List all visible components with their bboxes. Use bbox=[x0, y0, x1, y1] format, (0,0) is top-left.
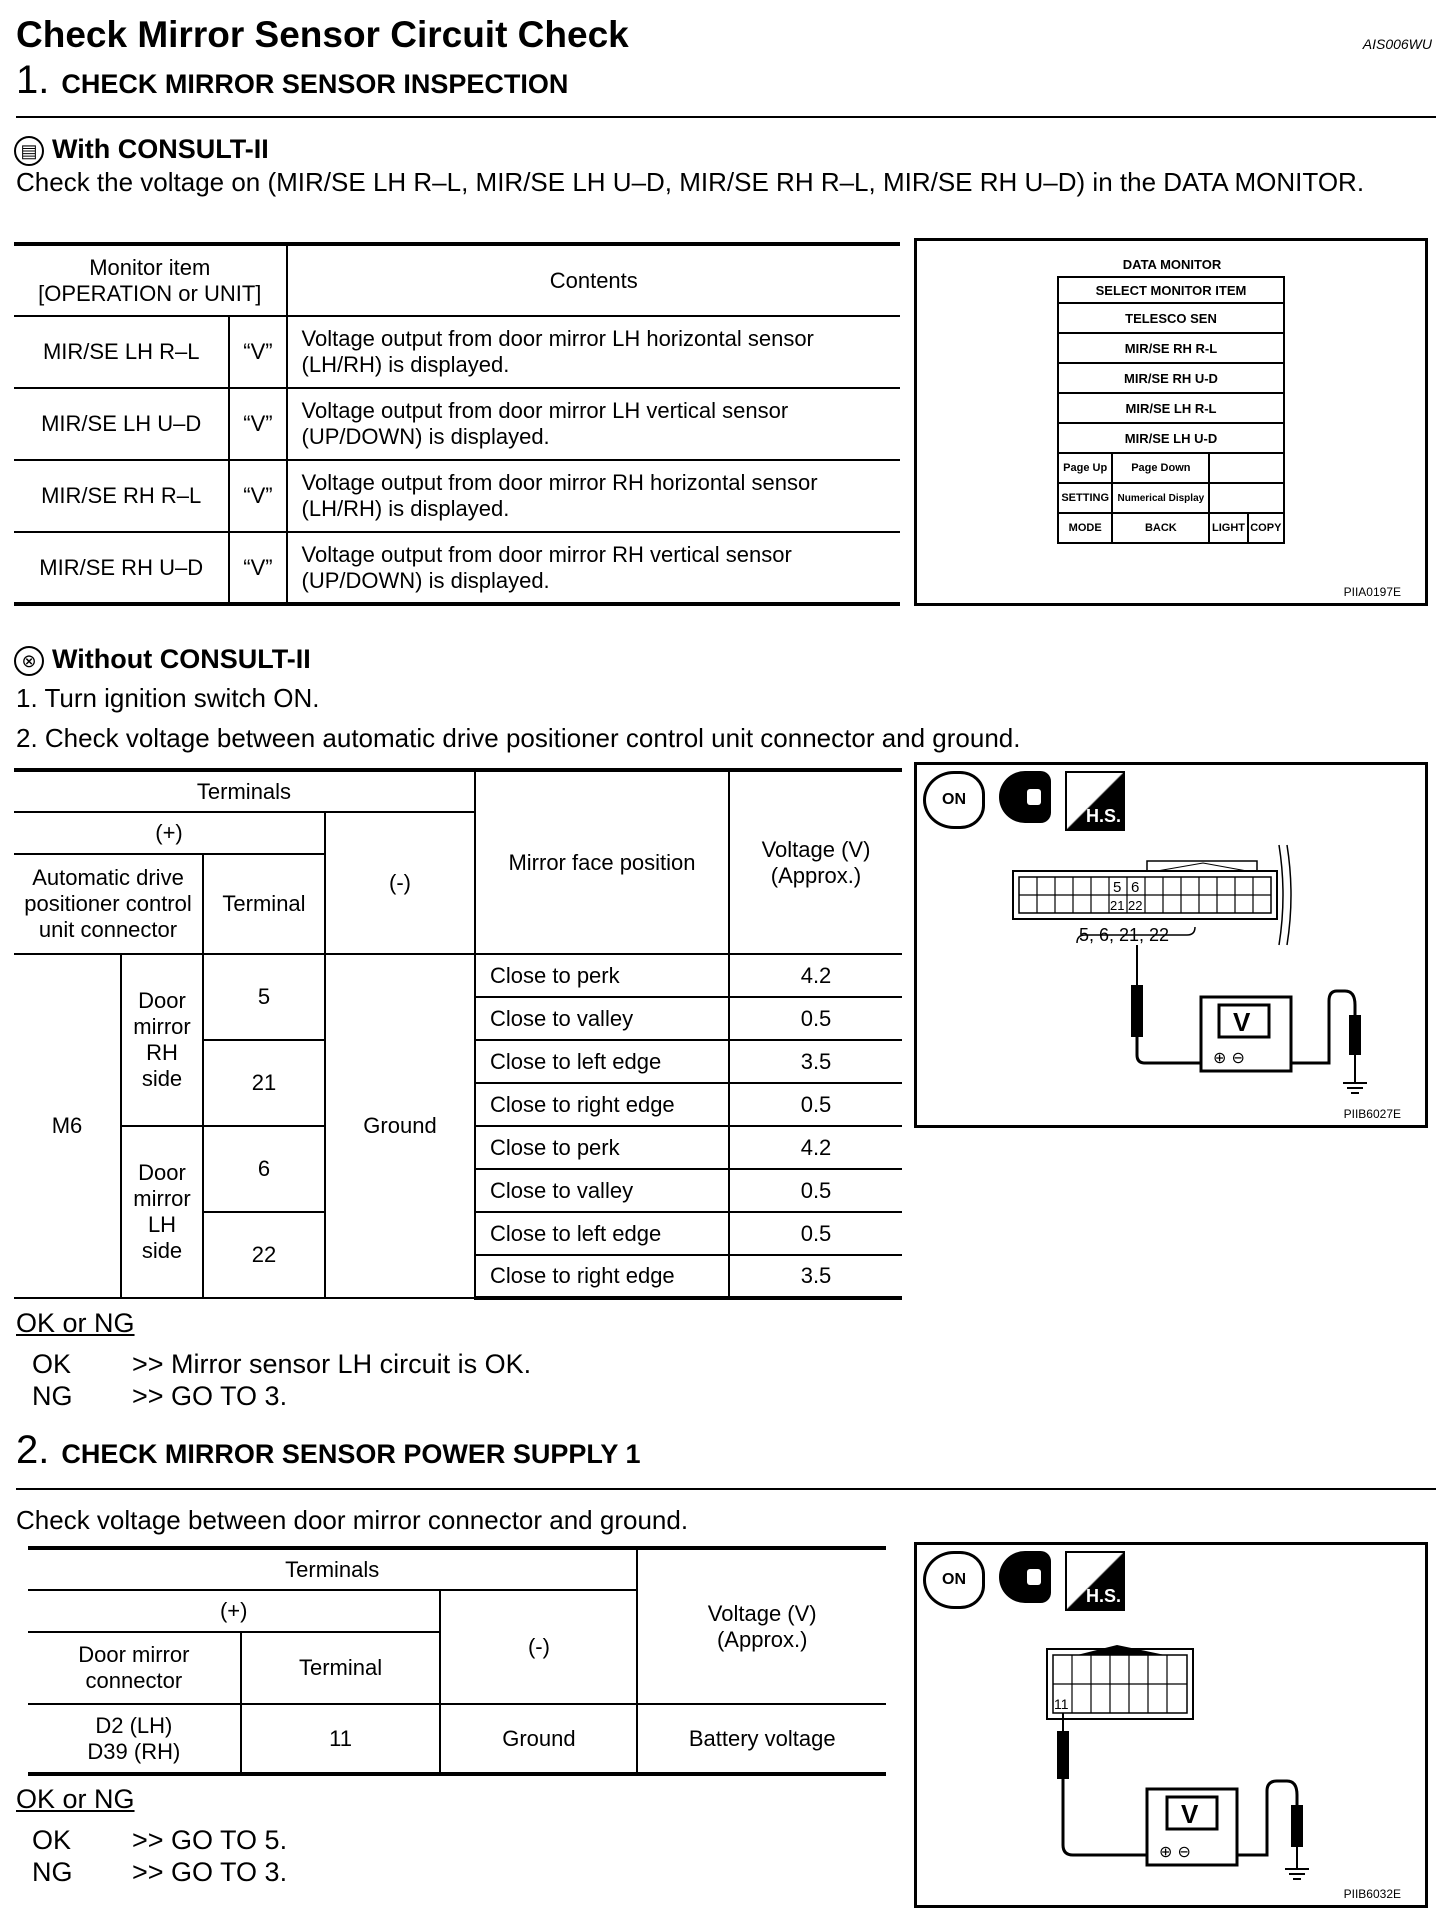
consult-instruction: Check the voltage on (MIR/SE LH R–L, MIR/SE LH U–D, MIR/SE RH R–L, MIR/SE RH U–D) in the DATA MONITOR. bbox=[16, 167, 1365, 197]
connector-figure-1 bbox=[914, 762, 1428, 1128]
voltage-table: Terminals Mirror face position Voltage (V) (Approx.) (+) (-) Automatic drive positioner control unit connector Terminal M6 Door mirror RH side 5 Ground Close to perk 4.2 Close to valley 0.5 21 Close to left edge 3.5 Close to right edge 0.5 Door mirror LH side 6 Close to perk 4.2 Close to valley 0.5 22 Close to left edge 0.5 Close to right edge 3.5 bbox=[14, 768, 902, 1300]
data-monitor-screen: DATA MONITOR SELECT MONITOR ITEM TELESCO SEN MIR/SE RH R-L MIR/SE RH U-D MIR/SE LH R-L MIR/SE LH U-D Page Up Page Down SETTING Numerical Display MODE BACK LIGHT COPY bbox=[1057, 257, 1287, 544]
table-row: Door mirror LH side 6 Close to perk 4.2 bbox=[14, 1126, 902, 1169]
col-header-monitor-item: Monitor item [OPERATION or UNIT] bbox=[14, 244, 287, 316]
pin-5: 5 bbox=[1113, 879, 1122, 896]
connector-figure-2 bbox=[914, 1542, 1428, 1908]
ok-ng-label: OK or NG bbox=[16, 1784, 135, 1814]
table-row: 22 Close to left edge 0.5 bbox=[14, 1212, 902, 1255]
divider bbox=[16, 1488, 1436, 1490]
voltmeter-label: V bbox=[1233, 1007, 1251, 1037]
step2-heading bbox=[16, 1428, 640, 1473]
ng-result: NG >> GO TO 3. bbox=[32, 1381, 288, 1411]
pins-label: 5, 6, 21, 22 bbox=[1079, 925, 1170, 945]
table-row: Close to right edge 0.5 bbox=[14, 1083, 902, 1126]
table-row: 21 Close to left edge 3.5 bbox=[14, 1040, 902, 1083]
ok-ng-label: OK or NG bbox=[16, 1308, 135, 1338]
connector-diagram bbox=[917, 1545, 1425, 1905]
table-row: Close to valley 0.5 bbox=[14, 997, 902, 1040]
step2-instruction: Check voltage between door mirror connector and ground. bbox=[16, 1505, 689, 1535]
no-consult-icon: ⊗ bbox=[14, 646, 44, 676]
ignition-on-icon: ON bbox=[923, 1551, 985, 1609]
connector-diagram bbox=[917, 765, 1425, 1125]
harness-side-icon: H.S. bbox=[1065, 1551, 1125, 1611]
step2-title: CHECK MIRROR SENSOR POWER SUPPLY 1 bbox=[61, 1439, 641, 1469]
step2-number: 2. bbox=[16, 1428, 50, 1472]
without-consult-label: ⊗ Without CONSULT-II bbox=[14, 644, 311, 676]
ng-result: NG >> GO TO 3. bbox=[32, 1857, 288, 1887]
col-header-contents: Contents bbox=[287, 244, 900, 316]
with-consult-label: ▤ With CONSULT-II bbox=[14, 134, 269, 166]
monitor-table bbox=[14, 242, 900, 606]
figure-id: PIIA0197E bbox=[1343, 585, 1401, 599]
step-instruction-1: 1. Turn ignition switch ON. bbox=[16, 683, 320, 713]
pin-11: 11 bbox=[1054, 1696, 1069, 1712]
pin-6: 6 bbox=[1131, 879, 1140, 896]
svg-text:⊕ ⊖: ⊕ ⊖ bbox=[1159, 1842, 1191, 1861]
step1-heading bbox=[16, 58, 568, 103]
page-title: Check Mirror Sensor Circuit Check bbox=[16, 14, 629, 55]
table-row: MIR/SE LH U–D “V” Voltage output from door mirror LH vertical sensor (UP/DOWN) is displayed. bbox=[14, 388, 900, 460]
step1-title: CHECK MIRROR SENSOR INSPECTION bbox=[61, 69, 569, 99]
ok-result: OK >> Mirror sensor LH circuit is OK. bbox=[32, 1349, 532, 1379]
ok-result: OK >> GO TO 5. bbox=[32, 1825, 288, 1855]
table-row: D2 (LH) D39 (RH) 11 Ground Battery voltage bbox=[28, 1704, 886, 1774]
doc-id: AIS006WU bbox=[1362, 36, 1432, 52]
step1-number: 1. bbox=[16, 58, 50, 102]
divider bbox=[16, 116, 1436, 118]
step-instruction-2: 2. Check voltage between automatic drive positioner control unit connector and ground. bbox=[16, 723, 1021, 753]
power-supply-table: Terminals Voltage (V) (Approx.) (+) (-) Door mirror connector Terminal D2 (LH) D39 (RH) 11 Ground Battery voltage bbox=[28, 1546, 886, 1776]
consult-icon: ▤ bbox=[14, 136, 44, 166]
page-down-button: Page Down bbox=[1112, 453, 1209, 483]
table-row: M6 Door mirror RH side 5 Ground Close to perk 4.2 bbox=[14, 954, 902, 997]
table-row: MIR/SE RH U–D “V” Voltage output from door mirror RH vertical sensor (UP/DOWN) is displayed. bbox=[14, 532, 900, 604]
table-row: MIR/SE LH R–L “V” Voltage output from door mirror LH horizontal sensor (LH/RH) is displayed. bbox=[14, 316, 900, 388]
figure-id: PIIB6027E bbox=[1343, 1107, 1401, 1121]
harness-side-icon: H.S. bbox=[1065, 771, 1125, 831]
table-row: Close to valley 0.5 bbox=[14, 1169, 902, 1212]
table-row: Close to right edge 3.5 bbox=[14, 1255, 902, 1298]
page-up-button: Page Up bbox=[1058, 453, 1112, 483]
pin-21: 21 bbox=[1110, 898, 1125, 913]
data-monitor-figure bbox=[914, 238, 1428, 606]
svg-text:⊕ ⊖: ⊕ ⊖ bbox=[1213, 1048, 1245, 1067]
figure-id: PIIB6032E bbox=[1343, 1887, 1401, 1901]
table-row: MIR/SE RH R–L “V” Voltage output from door mirror RH horizontal sensor (LH/RH) is displayed. bbox=[14, 460, 900, 532]
voltmeter-label: V bbox=[1181, 1799, 1199, 1829]
ignition-on-icon: ON bbox=[923, 771, 985, 829]
pin-22: 22 bbox=[1128, 898, 1143, 913]
